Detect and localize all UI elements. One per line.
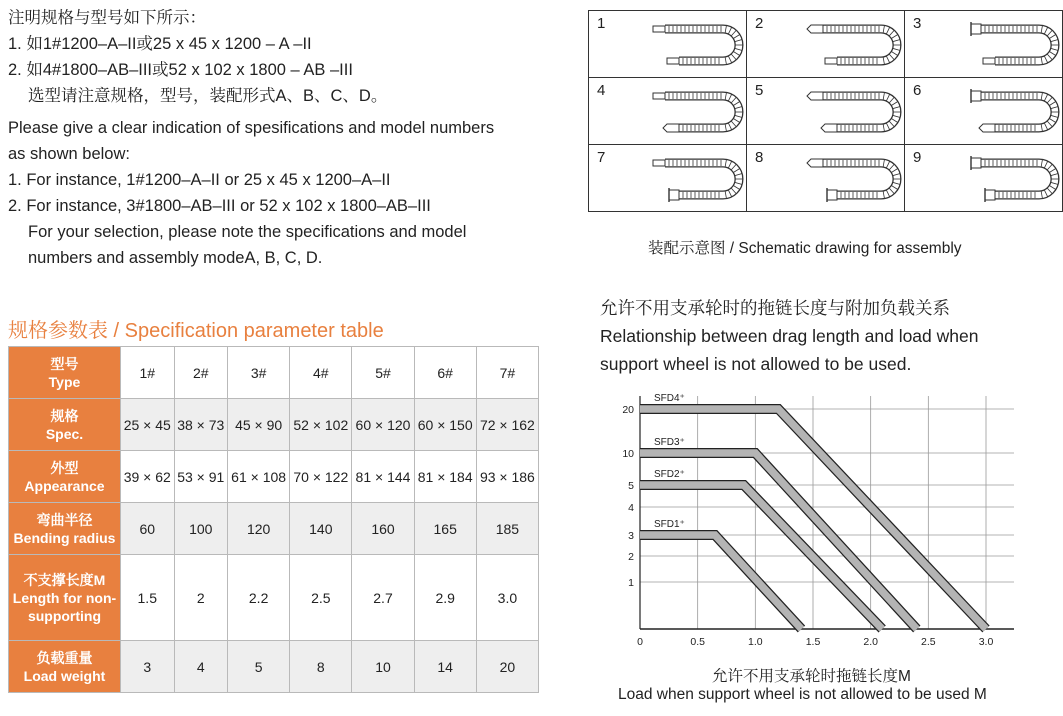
assembly-row	[589, 145, 1063, 212]
spec-cell: 10	[352, 641, 414, 693]
spec-row-header	[9, 399, 121, 451]
assembly-number: 6	[913, 82, 922, 99]
drag-chain-drawing	[653, 92, 743, 132]
intro-en-heading-2: as shown below:	[8, 145, 130, 163]
assembly-caption: 装配示意图 / Schematic drawing for assembly	[648, 240, 962, 257]
assembly-diagram	[957, 88, 1063, 138]
spec-cell: 60 × 150	[414, 399, 476, 451]
chart-y-tick-label: 4	[628, 502, 634, 514]
spec-row	[9, 399, 539, 451]
spec-cell: 39 × 62	[121, 451, 175, 503]
spec-cell: 38 × 73	[174, 399, 228, 451]
spec-cell: 100	[174, 503, 228, 555]
spec-cell: 1#	[121, 347, 175, 399]
assembly-grid	[588, 10, 1063, 212]
spec-row-header-cn: 负载重量	[36, 649, 93, 666]
assembly-number: 1	[597, 15, 606, 32]
load-length-chart	[600, 388, 1040, 650]
spec-cell: 140	[290, 503, 352, 555]
relationship-en-title-2: support wheel is not allowed to be used.	[600, 354, 912, 374]
assembly-number: 7	[597, 149, 606, 166]
spec-row-header-en: Bending radius	[13, 529, 116, 546]
spec-cell: 2.5	[290, 555, 352, 641]
spec-cell: 61 × 108	[228, 451, 290, 503]
spec-cell: 2.2	[228, 555, 290, 641]
drag-chain-drawing	[971, 156, 1059, 202]
chart-series-label: SFD2⁺	[654, 469, 685, 480]
spec-row-header-cn: 外型	[50, 459, 79, 476]
spec-row-header	[9, 503, 121, 555]
drag-chain-drawing	[807, 159, 901, 202]
spec-row-header	[9, 555, 121, 641]
spec-cell: 185	[476, 503, 538, 555]
assembly-diagram	[957, 21, 1063, 71]
spec-cell: 5	[228, 641, 290, 693]
assembly-cell	[747, 78, 905, 145]
intro-en-item-2: 2. For instance, 3#1800–AB–III or 52 x 102 x 1800–AB–III	[8, 197, 431, 215]
assembly-number: 9	[913, 149, 922, 166]
assembly-cell	[589, 145, 747, 212]
chart-x-tick-label: 2.5	[921, 636, 936, 648]
assembly-diagram	[799, 155, 907, 205]
assembly-number: 3	[913, 15, 922, 32]
intro-cn-item-1: 1. 如1#1200–A–II或25 x 45 x 1200 – A –II	[8, 35, 312, 53]
spec-row-header-en: Appearance	[24, 477, 105, 494]
spec-table	[8, 346, 539, 693]
spec-cell: 120	[228, 503, 290, 555]
spec-cell: 45 × 90	[228, 399, 290, 451]
assembly-diagram	[957, 155, 1063, 205]
chart-x-caption-cn: 允许不用支承轮时拖链长度M	[712, 668, 911, 685]
chart-series-label: SFD4⁺	[654, 393, 685, 404]
spec-cell: 2	[174, 555, 228, 641]
drag-chain-drawing	[653, 159, 743, 202]
assembly-cell	[905, 78, 1063, 145]
assembly-number: 8	[755, 149, 764, 166]
assembly-row	[589, 78, 1063, 145]
drag-chain-drawing	[807, 25, 901, 65]
spec-row	[9, 451, 539, 503]
chart-series-label: SFD1⁺	[654, 519, 685, 530]
spec-row-header-cn: 不支撑长度M	[23, 571, 106, 588]
spec-cell: 70 × 122	[290, 451, 352, 503]
chart-x-tick-label: 0	[637, 636, 643, 648]
assembly-number: 2	[755, 15, 764, 32]
assembly-cell	[747, 11, 905, 78]
spec-row-header-en: Spec.	[45, 425, 84, 442]
intro-en-heading-1: Please give a clear indication of spesifications and model numbers	[8, 119, 495, 137]
spec-cell: 93 × 186	[476, 451, 538, 503]
chart-y-tick-label: 10	[622, 448, 634, 460]
spec-cell: 4	[174, 641, 228, 693]
drag-chain-drawing	[971, 22, 1059, 65]
spec-cell: 14	[414, 641, 476, 693]
intro-en-note-2: numbers and assembly modeA, B, C, D.	[28, 249, 323, 267]
spec-cell: 6#	[414, 347, 476, 399]
chart-x-caption-en: Load when support wheel is not allowed to be used M	[618, 686, 987, 703]
spec-row-header	[9, 347, 121, 399]
spec-cell: 20	[476, 641, 538, 693]
spec-row	[9, 555, 539, 641]
spec-cell: 165	[414, 503, 476, 555]
spec-cell: 7#	[476, 347, 538, 399]
assembly-cell	[589, 11, 747, 78]
relationship-cn-title: 允许不用支承轮时的拖链长度与附加负载关系	[600, 298, 950, 318]
chart-x-tick-label: 1.5	[805, 636, 821, 648]
assembly-row	[589, 11, 1063, 78]
chart-x-tick-label: 0.5	[690, 636, 705, 648]
spec-cell: 3.0	[476, 555, 538, 641]
spec-cell: 25 × 45	[121, 399, 175, 451]
chart-y-tick-label: 5	[628, 480, 634, 492]
intro-block	[8, 5, 494, 271]
spec-row-header	[9, 451, 121, 503]
chart-series-label: SFD3⁺	[654, 437, 685, 448]
spec-row-header-en: Load weight	[23, 667, 106, 684]
assembly-cell	[747, 145, 905, 212]
spec-cell: 72 × 162	[476, 399, 538, 451]
spec-table-title: 规格参数表 / Specification parameter table	[8, 320, 384, 342]
spec-row-header-cn: 弯曲半径	[36, 511, 93, 528]
drag-chain-drawing	[807, 92, 901, 132]
spec-row	[9, 503, 539, 555]
spec-cell: 4#	[290, 347, 352, 399]
assembly-diagram	[799, 21, 907, 71]
spec-cell: 81 × 184	[414, 451, 476, 503]
spec-row	[9, 347, 539, 399]
assembly-cell	[589, 78, 747, 145]
spec-cell: 60	[121, 503, 175, 555]
assembly-number: 4	[597, 82, 606, 99]
assembly-number: 5	[755, 82, 764, 99]
intro-cn-note: 选型请注意规格，型号，装配形式A、B、C、D。	[28, 87, 388, 105]
spec-cell: 160	[352, 503, 414, 555]
spec-row-header-cn: 规格	[50, 407, 79, 424]
chart-y-tick-label: 1	[628, 577, 634, 589]
drag-chain-drawing	[653, 25, 743, 64]
spec-cell: 2#	[174, 347, 228, 399]
assembly-diagram	[641, 21, 749, 71]
relationship-en-title-1: Relationship between drag length and load when	[600, 326, 979, 346]
intro-en-item-1: 1. For instance, 1#1200–A–II or 25 x 45 x 1200–A–II	[8, 171, 391, 189]
assembly-cell	[905, 145, 1063, 212]
relationship-titles	[600, 294, 978, 378]
chart-x-tick-label: 1.0	[748, 636, 763, 648]
spec-row-header-cn: 型号	[50, 355, 79, 372]
intro-cn-item-2: 2. 如4#1800–AB–III或52 x 102 x 1800 – AB –III	[8, 61, 353, 79]
spec-row-header-en: Type	[48, 373, 81, 390]
drag-chain-drawing	[971, 89, 1059, 132]
assembly-cell	[905, 11, 1063, 78]
spec-cell: 3#	[228, 347, 290, 399]
assembly-diagram	[641, 155, 749, 205]
chart-y-tick-label: 2	[628, 551, 634, 563]
spec-row	[9, 641, 539, 693]
chart-x-tick-label: 2.0	[863, 636, 878, 648]
chart-y-tick-label: 3	[628, 530, 634, 542]
spec-cell: 8	[290, 641, 352, 693]
spec-row-header-en: Length for non-supporting	[12, 589, 117, 624]
spec-cell: 1.5	[121, 555, 175, 641]
intro-cn-heading: 注明规格与型号如下所示：	[8, 9, 206, 27]
intro-en-note-1: For your selection, please note the specifications and model	[28, 223, 467, 241]
chart-y-tick-label: 20	[622, 404, 634, 416]
spec-cell: 2.7	[352, 555, 414, 641]
spec-row-header	[9, 641, 121, 693]
spec-cell: 2.9	[414, 555, 476, 641]
spec-cell: 81 × 144	[352, 451, 414, 503]
spec-cell: 52 × 102	[290, 399, 352, 451]
spec-cell: 53 × 91	[174, 451, 228, 503]
chart-x-tick-label: 3.0	[978, 636, 994, 648]
assembly-diagram	[641, 88, 749, 138]
assembly-diagram	[799, 88, 907, 138]
spec-cell: 5#	[352, 347, 414, 399]
spec-cell: 3	[121, 641, 175, 693]
spec-cell: 60 × 120	[352, 399, 414, 451]
